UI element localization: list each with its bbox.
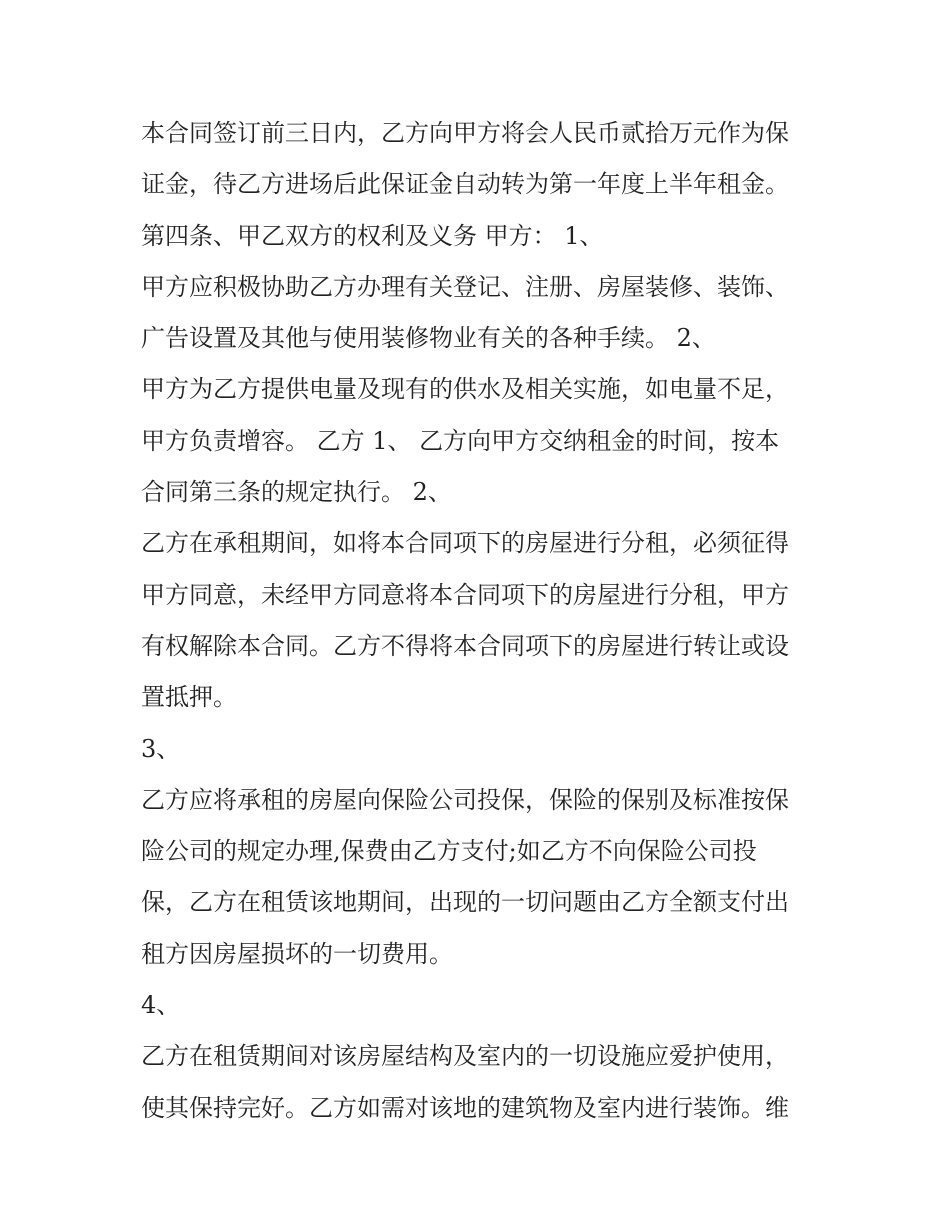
text-line: 租方因房屋损坏的一切费用。: [141, 939, 453, 968]
text-line: 有权解除本合同。乙方不得将本合同项下的房屋进行转让或设: [141, 631, 789, 660]
text-line: 保，乙方在租赁该地期间，出现的一切问题由乙方全额支付出: [141, 888, 789, 917]
text-line: 合同第三条的规定执行。 2、: [141, 478, 452, 507]
text-line: 使其保持完好。乙方如需对该地的建筑物及室内进行装饰。维: [141, 1093, 789, 1122]
text-line: 本合同签订前三日内，乙方向甲方将会人民币贰拾万元作为保: [141, 119, 789, 147]
contract-text: [141, 108, 831, 1134]
text-line: 乙方应将承租的房屋向保险公司投保，保险的保别及标准按保: [141, 785, 789, 814]
text-line: 乙方在租赁期间对该房屋结构及室内的一切设施应爱护使用，: [141, 1042, 789, 1071]
text-line: 乙方在承租期间，如将本合同项下的房屋进行分租，必须征得: [141, 529, 789, 558]
item-number-line: 4、: [141, 991, 181, 1020]
item-number-line: 3、: [141, 734, 181, 763]
text-line: 甲方应积极协助乙方办理有关登记、注册、房屋装修、装饰、: [141, 272, 789, 301]
article-heading-line: 第四条、甲乙双方的权利及义务 甲方： 1、: [141, 221, 604, 250]
text-line: 险公司的规定办理,保费由乙方支付;如乙方不向保险公司投: [141, 837, 757, 866]
text-line: 甲方为乙方提供电量及现有的供水及相关实施，如电量不足，: [141, 375, 789, 404]
text-line: 证金，待乙方进场后此保证金自动转为第一年度上半年租金。: [141, 170, 789, 199]
text-line: 广告设置及其他与使用装修物业有关的各种手续。 2、: [141, 324, 716, 353]
text-line: 置抵押。: [141, 683, 237, 712]
text-line: 甲方同意，未经甲方同意将本合同项下的房屋进行分租，甲方: [141, 580, 789, 609]
text-line: 甲方负责增容。 乙方 1、 乙方向甲方交纳租金的时间，按本: [141, 426, 780, 455]
